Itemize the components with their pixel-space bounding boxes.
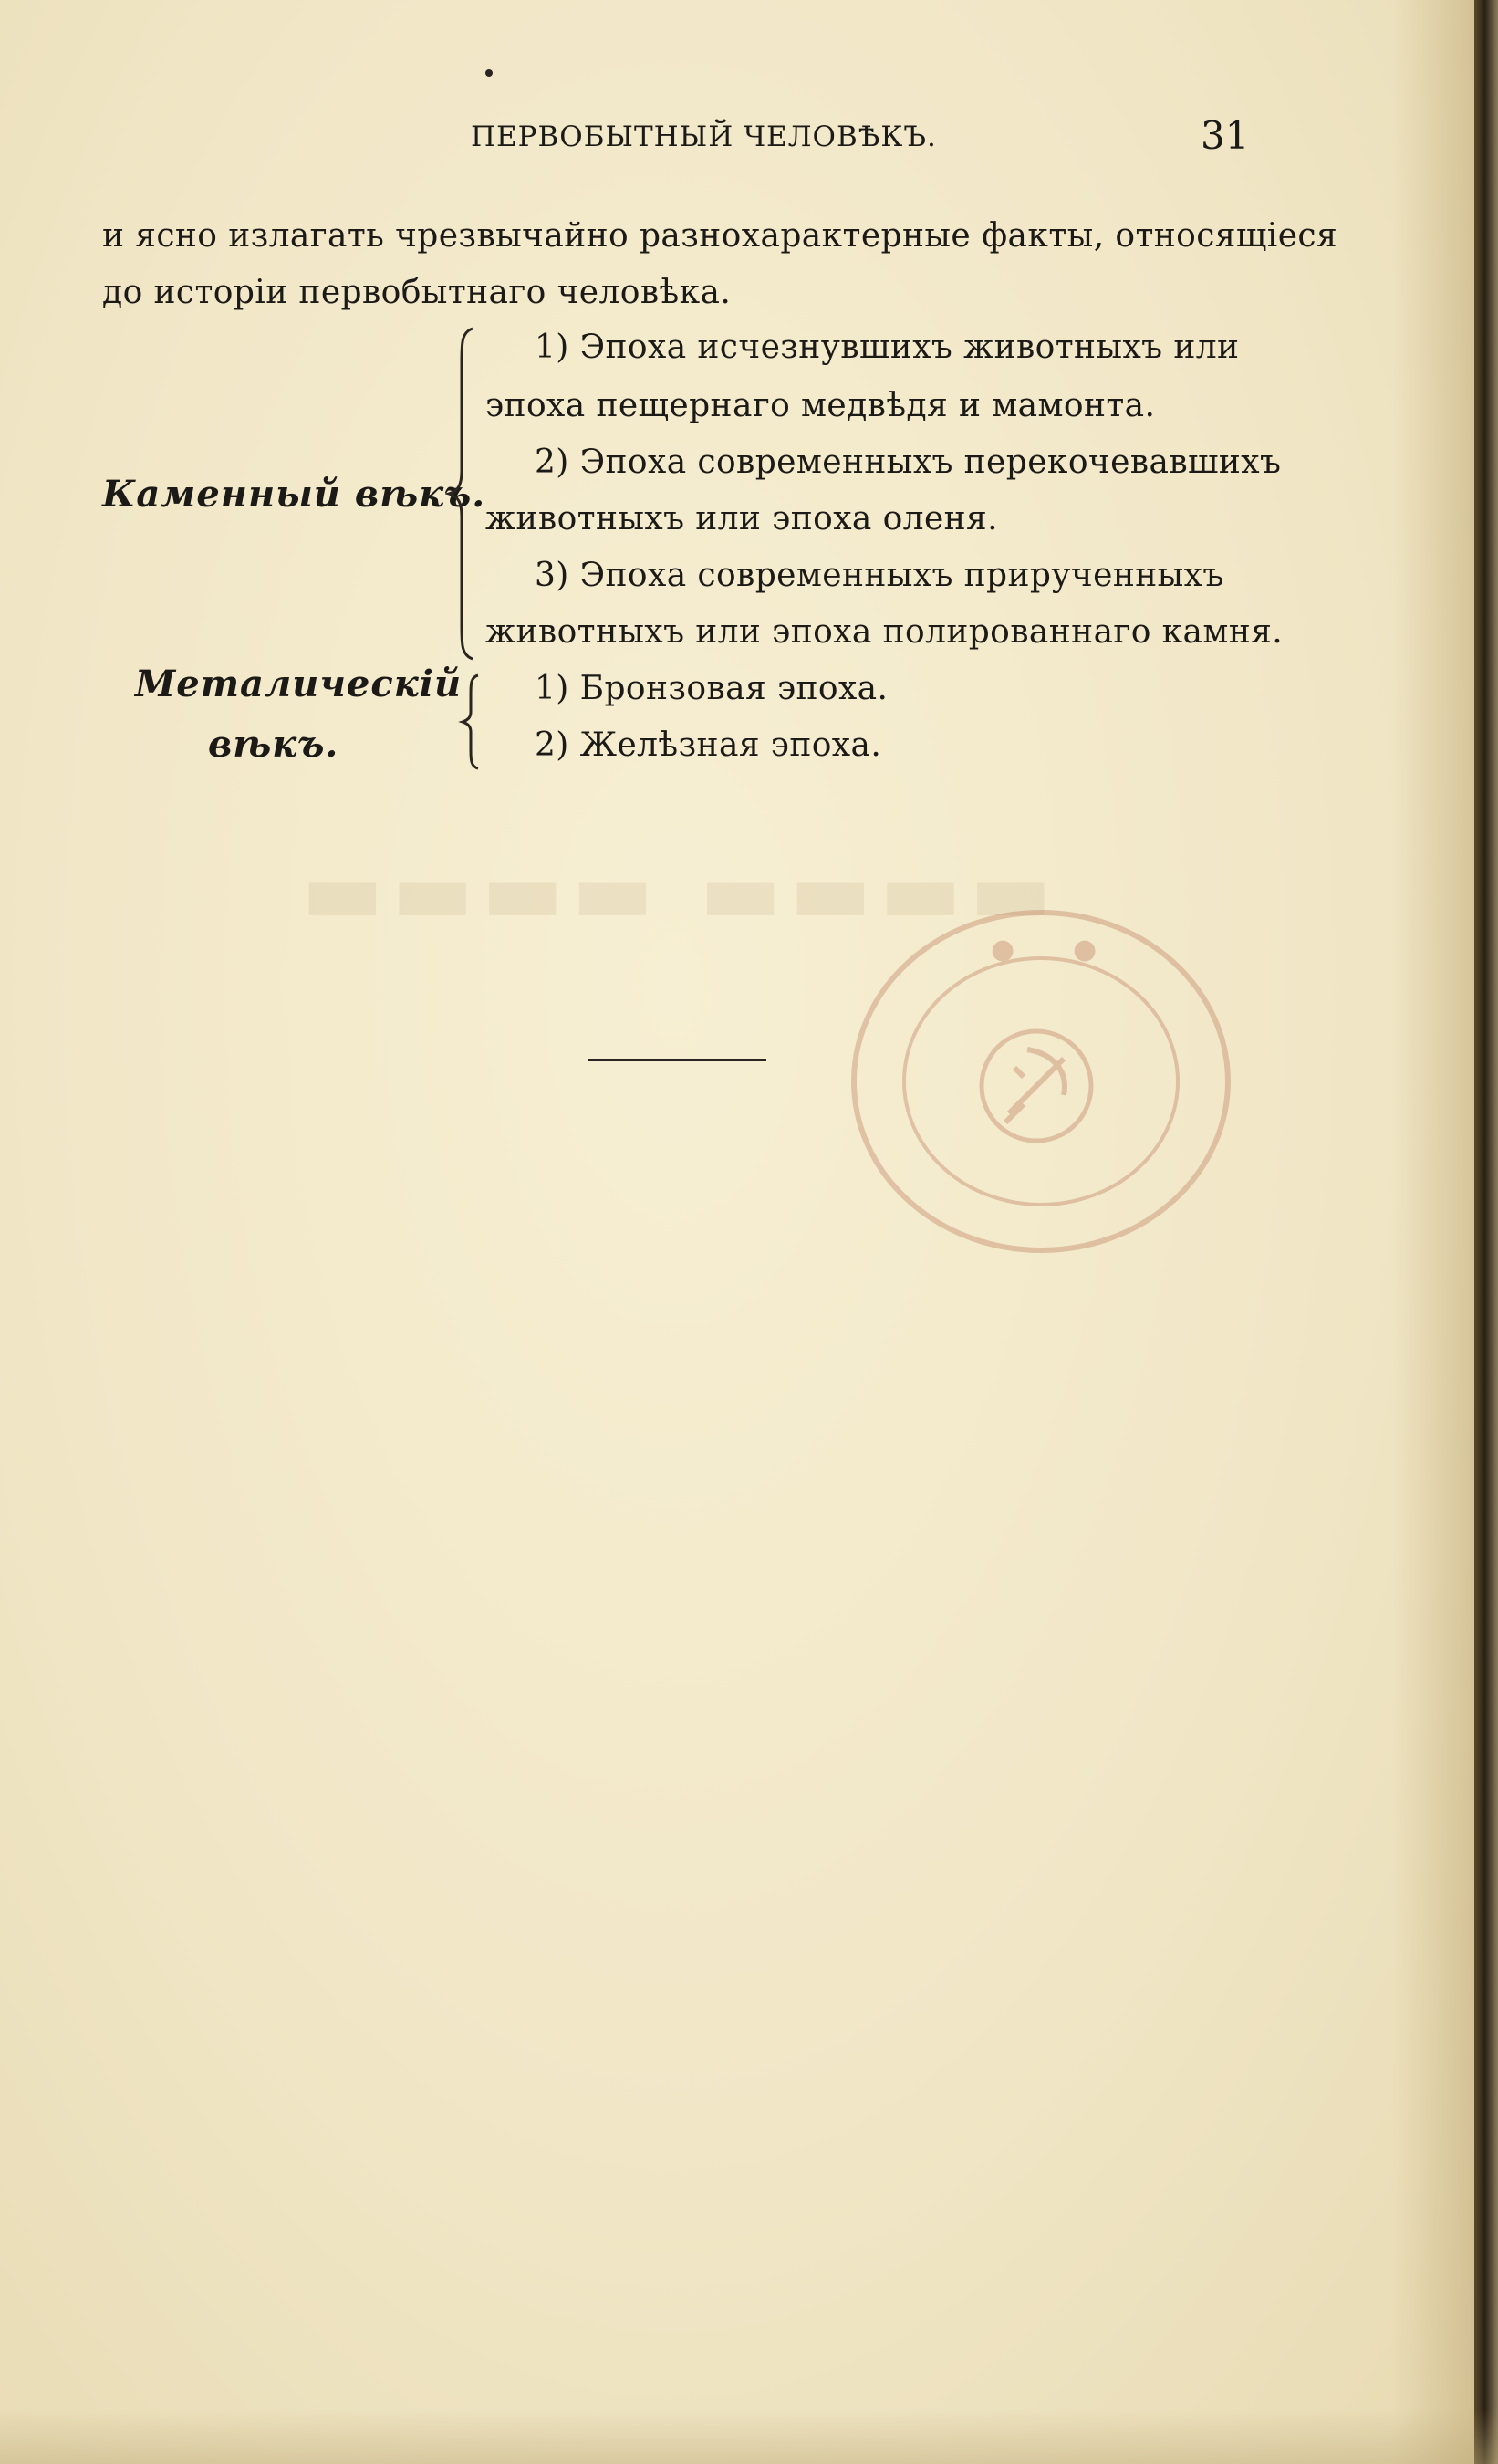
page-edge	[1474, 0, 1498, 2464]
metal-age-brace	[458, 672, 485, 772]
stone-item-2-line-2: животныхъ или эпоха оленя.	[485, 500, 999, 538]
intro-line-2: до исторіи первобытнаго человѣка.	[102, 274, 732, 311]
bottom-shade	[0, 2409, 1498, 2464]
ink-speck	[485, 69, 493, 77]
page-number: 31	[1201, 113, 1250, 158]
intro-line-1: и ясно излагать чрезвычайно разнохарактерные факты, относящіеся	[102, 217, 1338, 255]
bleed-through-heading: ▬▬▬▬ ▬▬▬▬	[301, 840, 1060, 943]
stone-item-2-line-1: 2) Эпоха современныхъ перекочевавшихъ	[535, 444, 1282, 481]
metal-item-2: 2) Желѣзная эпоха.	[535, 726, 882, 764]
stone-item-1-line-2: эпоха пещернаго медвѣдя и мамонта.	[485, 387, 1156, 424]
library-stamp	[845, 903, 1237, 1259]
svg-text:●: ●	[1073, 934, 1097, 966]
stone-item-3-line-2: животныхъ или эпоха полированнаго камня.	[485, 613, 1284, 651]
stone-age-label: Каменный вѣкъ.	[102, 473, 486, 516]
stone-item-1-line-1: 1) Эпоха исчезнувшихъ животныхъ или	[535, 329, 1240, 366]
stone-age-brace	[445, 325, 482, 663]
metal-age-label-line-2: вѣкъ.	[208, 723, 339, 766]
metal-item-1: 1) Бронзовая эпоха.	[535, 670, 889, 707]
stone-item-3-line-1: 3) Эпоха современныхъ прирученныхъ	[535, 557, 1224, 594]
running-header-title: ПЕРВОБЫТНЫЙ ЧЕЛОВѢКЪ.	[471, 120, 937, 153]
metal-age-label-line-1: Металическій	[135, 663, 463, 705]
svg-text:●: ●	[991, 934, 1015, 966]
gutter-shadow	[1392, 0, 1474, 2464]
section-divider	[588, 1059, 766, 1061]
